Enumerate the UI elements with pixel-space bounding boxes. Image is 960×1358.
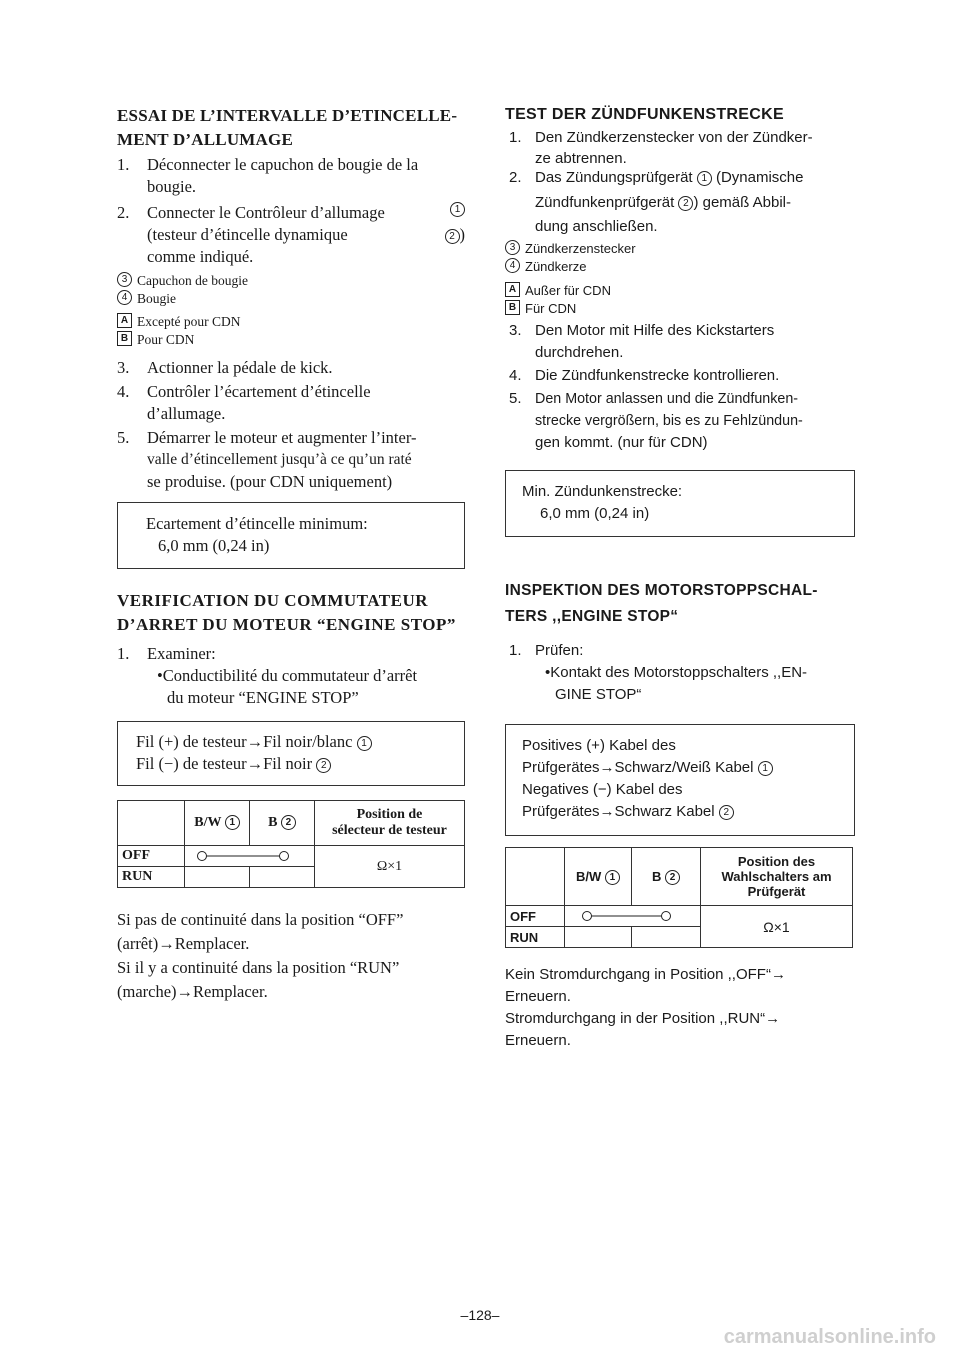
table-header-row: B/W 1 B 2 Position des Wahlschalters am Prüfgerät	[506, 848, 853, 906]
callout-2-icon: 2	[719, 805, 734, 820]
spec-box: Min. Zündunkenstrecke: 6,0 mm (0,24 in)	[505, 470, 855, 537]
page-number: –128–	[460, 1307, 500, 1323]
table-row: OFF Ω×1	[118, 846, 465, 867]
table-row: OFF Ω×1	[506, 906, 853, 927]
callout-4-icon: 4	[117, 290, 132, 305]
step-3: 3. Actionner la pédale de kick.	[117, 358, 333, 377]
continuity-link	[185, 846, 315, 867]
examine-step: 1. Prüfen: •Kontakt des Motorstoppschalters ,,EN- GINE STOP“	[509, 642, 808, 703]
result-text: Si pas de continuité dans la position “OFF” (arrêt)→Remplacer. Si il y a continuité dans la position “RUN” (marche)→Remplacer.	[117, 910, 404, 1001]
step-3: 3. Den Motor mit Hilfe des Kickstarters durchdrehen.	[509, 322, 775, 361]
continuity-table	[117, 800, 465, 888]
continuity-link-icon	[185, 848, 313, 864]
switch-test-title: VERIFICATION DU COMMUTATEUR D’ARRET DU MOTEUR “ENGINE STOP”	[117, 591, 456, 634]
callout-3-icon: 3	[505, 240, 520, 255]
table-row: RUN	[118, 867, 465, 888]
step-2: 2. Connecter le Contrôleur d’allumage 1 (testeur d’étincelle dynamique 2 ) comme indiqué.	[117, 203, 465, 266]
label-a-icon: A	[505, 282, 520, 297]
callout-2-icon: 2	[445, 229, 460, 244]
callout-1-icon: 1	[450, 202, 465, 217]
step-5: 5. Démarrer le moteur et augmenter l’inter- valle d’étincellement jusqu’à ce qu’un raté se produise. (pour CDN uniquement)	[117, 428, 417, 491]
callout-1-icon: 1	[225, 815, 240, 830]
tester-leads-box: Fil (+) de testeur→Fil noir/blanc 1 Fil (−) de testeur→Fil noir 2	[117, 721, 465, 786]
callout-3-icon: 3	[117, 272, 132, 287]
figure-legend: 3 Zündkerzenstecker 4 Zündkerze A Außer für CDN B Für CDN	[505, 240, 855, 318]
table-header-row: B/W 1 B 2 Position de sélecteur de testeur	[118, 801, 465, 846]
callout-2-icon: 2	[678, 196, 693, 211]
label-a-icon: A	[117, 313, 132, 328]
step-1: 1. Den Zündkerzenstecker von der Zündker- ze abtrennen.	[509, 129, 813, 167]
callout-1-icon: 1	[697, 171, 712, 186]
examine-step: 1. Examiner: •Conductibilité du commutateur d’arrêt du moteur “ENGINE STOP”	[117, 644, 418, 707]
step-5: 5. Den Motor anlassen und die Zündfunken- strecke vergrößern, bis es zu Fehlzündun- gen kommt. (nur für CDN)	[509, 390, 803, 451]
spark-test-title: ESSAI DE L’INTERVALLE D’ETINCELLE- MENT D’ALLUMAGE	[117, 106, 458, 149]
step-1: 1. Déconnecter le capuchon de bougie de la bougie.	[117, 155, 419, 196]
callout-1-icon: 1	[357, 736, 372, 751]
result-text: Kein Stromdurchgang in Position ,,OFF“→ Erneuern. Stromdurchgang in der Position ,,RUN“→ Erneuern.	[505, 966, 786, 1049]
german-column	[505, 104, 855, 1052]
french-column	[117, 104, 465, 1004]
tester-leads-box: Positives (+) Kabel des Prüfgerätes→Schwarz/Weiß Kabel 1 Negatives (−) Kabel des Prüfgerätes→Schwarz Kabel 2	[505, 724, 855, 836]
step-4: 4. Die Zündfunkenstrecke kontrollieren.	[509, 367, 780, 384]
switch-test-title: INSPEKTION DES MOTORSTOPPSCHAL- TERS ,,ENGINE STOP“	[505, 582, 818, 625]
callout-2-icon: 2	[665, 870, 680, 885]
continuity-link-icon	[565, 908, 699, 924]
label-b-icon: B	[117, 331, 132, 346]
callout-2-icon: 2	[281, 815, 296, 830]
step-2: 2. Das Zündungsprüfgerät 1 (Dynamische Zündfunkenprüfgerät 2 ) gemäß Abbil- dung anschließen.	[509, 169, 804, 235]
figure-legend: 3 Capuchon de bougie 4 Bougie A Excepté pour CDN B Pour CDN	[117, 272, 465, 349]
continuity-table	[505, 847, 853, 948]
callout-1-icon: 1	[605, 870, 620, 885]
spec-box: Ecartement d’étincelle minimum: 6,0 mm (0,24 in)	[117, 502, 465, 569]
callout-4-icon: 4	[505, 258, 520, 273]
callout-2-icon: 2	[316, 758, 331, 773]
spark-test-title: TEST DER ZÜNDFUNKENSTRECKE	[505, 106, 784, 123]
table-row: RUN	[506, 927, 853, 948]
continuity-link	[565, 906, 701, 927]
step-4: 4. Contrôler l’écartement d’étincelle d’allumage.	[117, 382, 371, 423]
callout-1-icon: 1	[758, 761, 773, 776]
watermark: carmanualsonline.info	[723, 1326, 936, 1348]
label-b-icon: B	[505, 300, 520, 315]
